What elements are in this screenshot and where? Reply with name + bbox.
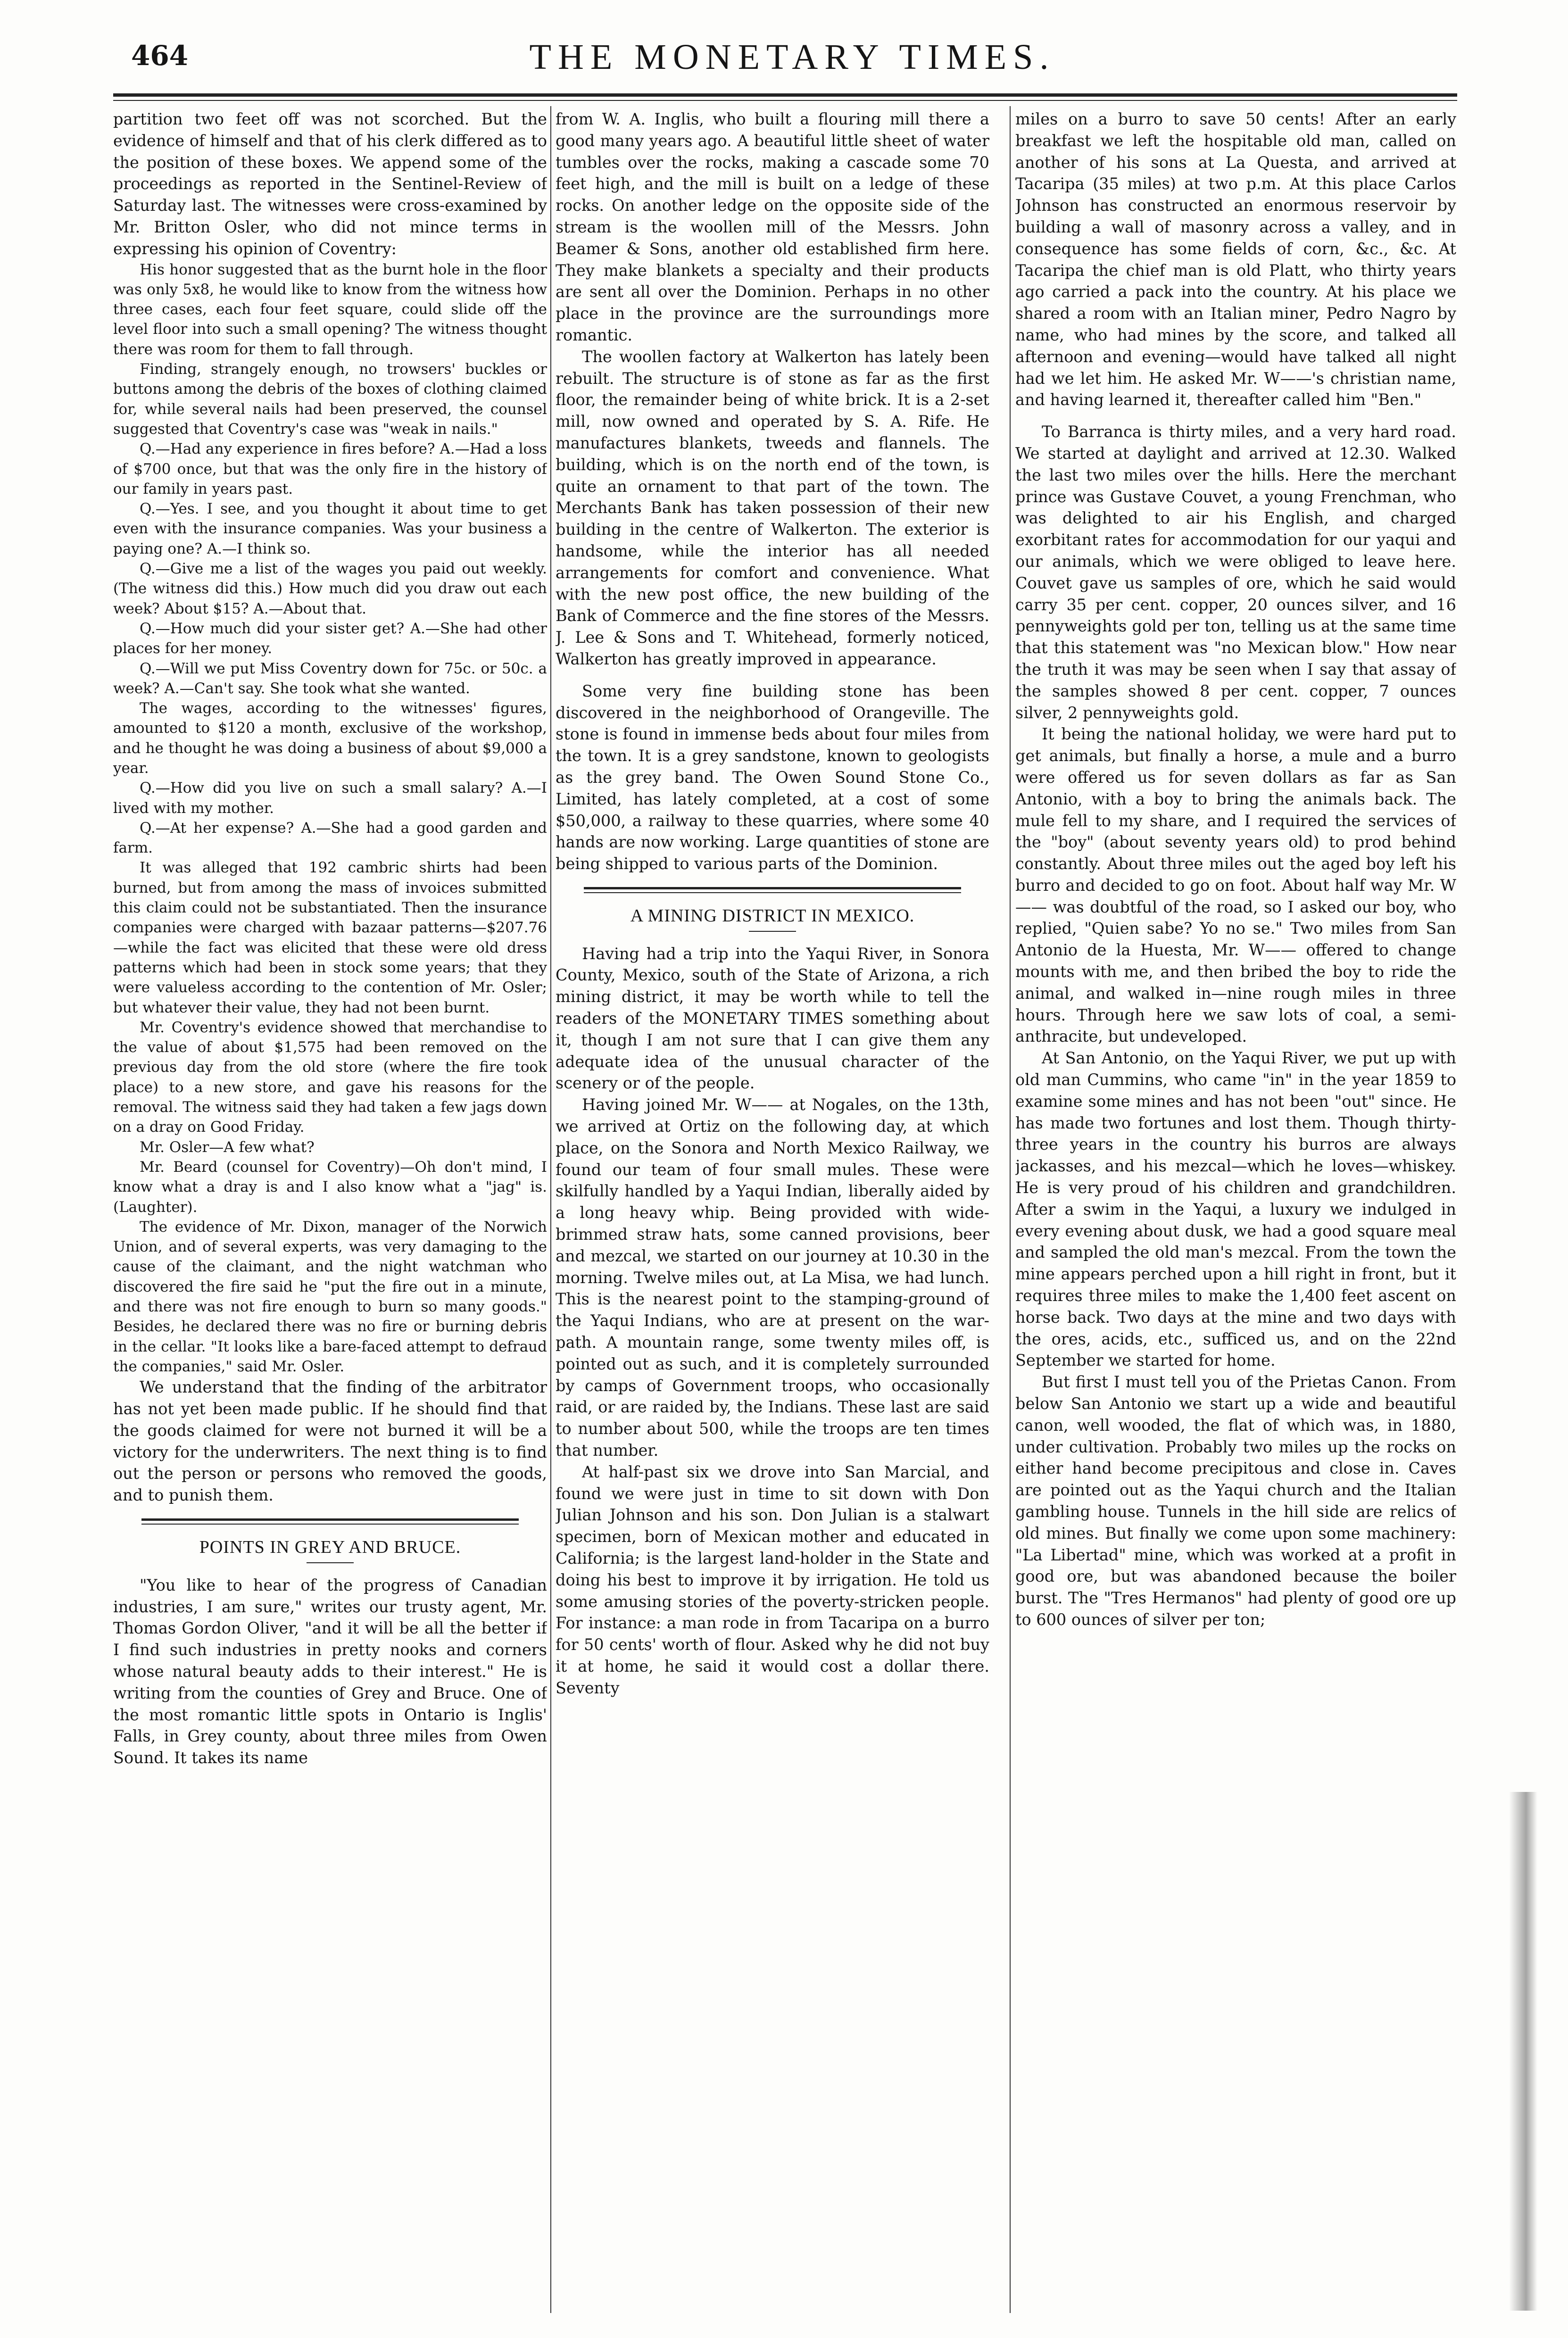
paragraph: To Barranca is thirty miles, and a very hard road. We started at daylight and arrived at 12.30. Walked the last two miles over the hills. Here the merchant prince was Gustave Couvet, a young Frenchman, who was delighted to air his English, and charged exorbitant rates for accommodation for our yaqui and our animals, which we were obliged to leave here. Couvet gave us samples of ore, which he said would carry 35 per cent. copper, 20 ounces silver, and 16 pennyweights gold per ton, telling us at the same time that this statement was "no Mexican blow." How near the truth it was may be seen when I say that assay of the samples showed 8 per cent. copper, 7 ounces silver, 2 pennyweights gold. — [1015, 423, 1456, 722]
column-divider-2 — [1010, 106, 1011, 2313]
section-rule — [141, 1524, 519, 1525]
page-header — [127, 33, 1457, 85]
paragraph: The evidence of Mr. Dixon, manager of the Norwich Union, and of several experts, was very damaging to the cause of the claimant, and the night watchman who discovered the fire said he "put the fire out in a minute, and there was not fire enough to burn so many goods." Besides, he declared there was no fire or burning debris in the cellar. "It looks like a bare-faced attempt to defraud the companies," said Mr. Osler. — [113, 1218, 547, 1375]
paragraph: from W. A. Inglis, who built a flouring mill there a good many years ago. A beautiful little sheet of water tumbles over the rocks, making a cascade some 70 feet high, and the mill is built on a ledge of these rocks. On another ledge on the opposite side of the stream is the woollen mill of the Messrs. John Beamer & Sons, another old established firm here. They make blankets a specialty and their products are sent all over the Dominion. Perhaps in no other place in the province are the surroundings more romantic. — [556, 110, 989, 344]
paragraph: partition two feet off was not scorched. But the evidence of himself and that of his clerk differed as to the position of these boxes. We append some of the proceedings as reported in the Sentinel-Review of Saturday last. The witnesses were cross-examined by Mr. Britton Osler, who did not mince terms in expressing his opinion of Coventry: — [113, 110, 547, 258]
section-heading: POINTS IN GREY AND BRUCE. — [199, 1537, 461, 1557]
section-rule — [584, 887, 961, 889]
paragraph: Mr. Coventry's evidence showed that merchandise to the value of about $1,575 had been removed on the previous day from the old store (where the fire took place) to a new store, and gave his reasons for the removal. The witness said they had taken a few jags down on a dray on Good Friday. — [113, 1019, 547, 1136]
paragraph: At half-past six we drove into San Marcial, and found we were just in time to sit down with Don Julian Johnson and his son. Don Julian is a stalwart specimen, born of Mexican mother and educated in California; is the largest land-holder in the State and doing his best to improve it by irrigation. He told us some amusing stories of the poverty-stricken people. For instance: a man rode in from Tacaripa on a burro for 50 cents' worth of flour. Asked why he did not buy it at home, he said it would cost a dollar there. Seventy — [556, 1462, 989, 1697]
page-edge-shadow — [1509, 1792, 1537, 2311]
header-rule-thin — [113, 100, 1457, 101]
paragraph: It was alleged that 192 cambric shirts had been burned, but from among the mass of invoices submitted this claim could not be substantiated. Then the insurance companies were charged with bazaar patterns—$207.76—while the fact was elicited that these were old dress patterns which had been in stock some years; that they were valueless according to the contention of Mr. Osler; but whatever their value, they had not been burnt. — [113, 859, 547, 1016]
paragraph: Q.—How much did your sister get? A.—She had other places for her money. — [113, 620, 547, 657]
paragraph: Having had a trip into the Yaqui River, in Sonora County, Mexico, south of the State of Arizona, a rich mining district, it may be worth while to tell the readers of the MONETARY TIMES something about it, though I am not sure that I can give them any adequate idea of the unusual character of the scenery or of the people. — [556, 944, 989, 1093]
paragraph: Q.—Give me a list of the wages you paid out weekly. (The witness did this.) How much did you draw out each week? About $15? A.—About that. — [113, 560, 547, 617]
masthead-title: THE MONETARY TIMES. — [529, 37, 1055, 77]
heading-rule — [749, 931, 796, 932]
column-1 — [113, 108, 547, 2301]
paragraph: "You like to hear of the progress of Canadian industries, I am sure," writes our trusty agent, Mr. Thomas Gordon Oliver, "and it will be all the better if I find such industries in pretty nooks and corners whose natural beauty adds to their interest." He is writing from the counties of Grey and Bruce. One of the most romantic little spots in Ontario is Inglis' Falls, in Grey county, about three miles from Owen Sound. It takes its name — [113, 1575, 547, 1767]
column-3 — [1015, 108, 1456, 2301]
paragraph: Having joined Mr. W—— at Nogales, on the 13th, we arrived at Ortiz on the following day, at which place, on the Sonora and North Mexico Railway, we found our team of four small mules. These were skilfully handled by a Yaqui Indian, liberally aided by a long heavy whip. Being provided with wide-brimmed straw hats, some canned provisions, beer and mezcal, we started on our journey at 10.30 in the morning. Twelve miles out, at La Misa, we had lunch. This is the nearest point to the stamping-ground of the Yaqui Indians, who are at present on the war-path. A mountain range, some twenty miles off, is pointed out as such, and it is completely surrounded by camps of Government troops, who occasionally raid, or are raided by, the Indians. These last are said to number about 500, while the troops are ten times that number. — [556, 1095, 989, 1460]
paragraph: Q.—How did you live on such a small salary? A.—I lived with my mother. — [113, 779, 547, 817]
section-rule — [584, 892, 961, 893]
paragraph: Q.—Yes. I see, and you thought it about time to get even with the insurance companies. Was your business a paying one? A.—I think so. — [113, 500, 547, 557]
column-divider-1 — [550, 106, 551, 2313]
section-rule — [141, 1518, 519, 1521]
paragraph: Finding, strangely enough, no trowsers' buckles or buttons among the debris of the boxes of clothing claimed for, while several nails had been preserved, the counsel suggested that Coventry's case was "weak in nails." — [113, 361, 547, 438]
paragraph: Mr. Beard (counsel for Coventry)—Oh don't mind, I know what a dray is and I also know what a "jag" is. (Laughter). — [113, 1158, 547, 1216]
section-heading: A MINING DISTRICT IN MEXICO. — [630, 905, 915, 926]
paragraph: miles on a burro to save 50 cents! After an early breakfast we left the hospitable old man, called on another of his sons at La Questa, and arrived at Tacaripa (35 miles) at two p.m. At this place Carlos Johnson has constructed an enormous reservoir by building a wall of masonry across a valley, and in consequence has some fields of corn, &c., &c. At Tacaripa the chief man is old Platt, who thirty years ago carried a pack into the country. At his place we shared a room with an Italian miner, Pedro Nagro by name, who had mines by the score, and talked all afternoon and evening—would have talked all night had we let him. He asked Mr. W——'s christian name, and having learned it, thereafter called him "Ben." — [1015, 110, 1456, 409]
page-number: 464 — [131, 40, 189, 72]
column-2 — [556, 108, 989, 2301]
proceedings-excerpt — [113, 260, 547, 1377]
header-rule-thick — [113, 93, 1457, 97]
paragraph: It being the national holiday, we were hard put to get animals, but finally a horse, a mule and a burro were offered us for seven dollars as far as San Antonio, with a boy to bring the animals back. The mule fell to my share, and I required the services of the "boy" (about seventy years old) to prod behind constantly. About three miles out the aged boy left his burro and decided to go on foot. About half way Mr. W—— was doubtful of the road, so I asked our boy, who replied, "Quien sabe? Yo no se." Two miles from San Antonio de la Huesta, Mr. W—— offered to change mounts with me, and then bribed the boy to ride the animal, and walked in—nine rough miles in three hours. Through here we saw lots of coal, a semi-anthracite, but undeveloped. — [1015, 725, 1456, 1046]
paragraph: We understand that the finding of the arbitrator has not yet been made public. If he should find that the goods claimed for were not burned it will be a victory for the underwriters. The next thing is to find out the person or persons who removed the goods, and to punish them. — [113, 1378, 547, 1505]
paragraph: His honor suggested that as the burnt hole in the floor was only 5x8, he would like to know from the witness how three cases, each four feet square, could slide off the level floor into such a small opening? The witness thought there was room for them to fall through. — [113, 261, 547, 358]
paragraph: Mr. Osler—A few what? — [140, 1138, 315, 1156]
paragraph: Q.—Had any experience in fires before? A.—Had a loss of $700 once, but that was the only fire in the history of our family in years past. — [113, 440, 547, 497]
paragraph: Q.—Will we put Miss Coventry down for 75c. or 50c. a week? A.—Can't say. She took what she wanted. — [113, 660, 547, 697]
paragraph: Some very fine building stone has been discovered in the neighborhood of Orangeville. The stone is found in immense beds about four miles from the town. It is a grey sandstone, known to geologists as the grey band. The Owen Sound Stone Co., Limited, has lately completed, at a cost of some $50,000, a railway to these quarries, where some 40 hands are now working. Large quantities of stone are being shipped to various parts of the Dominion. — [556, 681, 989, 873]
paragraph: The woollen factory at Walkerton has lately been rebuilt. The structure is of stone as far as the first floor, the remainder being of white brick. It is a 2-set mill, now owned and operated by S. A. Rife. He manufactures blankets, tweeds and flannels. The building, which is on the north end of the town, is quite an ornament to that part of the town. The Merchants Bank has taken possession of their new building in the centre of Walkerton. The exterior is handsome, while the interior has all needed arrangements for comfort and convenience. What with the new post office, the new building of the Bank of Commerce and the fine stores of the Messrs. J. Lee & Sons and T. Whitehead, formerly noticed, Walkerton has greatly improved in appearance. — [556, 347, 989, 668]
paragraph: But first I must tell you of the Prietas Canon. From below San Antonio we start up a wide and beautiful canon, well wooded, the flat of which was, in 1880, under cultivation. Probably two miles up the rocks on either hand become precipitous and close in. Caves are pointed out as the Yaqui church and the Italian gambling house. Tunnels in the hill side are relics of old mines. But finally we come upon some machinery: "La Libertad" mine, which was worked at a profit in good ore, but was abandoned because the boiler burst. The "Tres Hermanos" had plenty of good ore up to 600 ounces of silver per ton; — [1015, 1373, 1456, 1629]
paragraph: Q.—At her expense? A.—She had a good garden and farm. — [113, 819, 547, 857]
paragraph: The wages, according to the witnesses' figures, amounted to $120 a month, exclusive of the workshop, and he thought he was doing a business of about $9,000 a year. — [113, 700, 547, 777]
heading-rule — [307, 1562, 354, 1563]
paragraph: At San Antonio, on the Yaqui River, we put up with old man Cummins, who came "in" in the year 1859 to examine some mines and has not been "out" since. He has made two fortunes and lost them. Though thirty-three years in the country his burros are always jackasses, and his mezcal—which he loves—whiskey. He is very proud of his children and grandchildren. After a swim in the Yaqui, a luxury we indulged in every evening about dusk, we had a good square meal and sampled the old man's mezcal. From the town the mine appears perched upon a hill right in front, but it requires three miles to make the 1,400 feet ascent on horse back. Two days at the mine and two days with the ores, acids, etc., sufficed us, and on the 22nd September we started for home. — [1015, 1049, 1456, 1370]
